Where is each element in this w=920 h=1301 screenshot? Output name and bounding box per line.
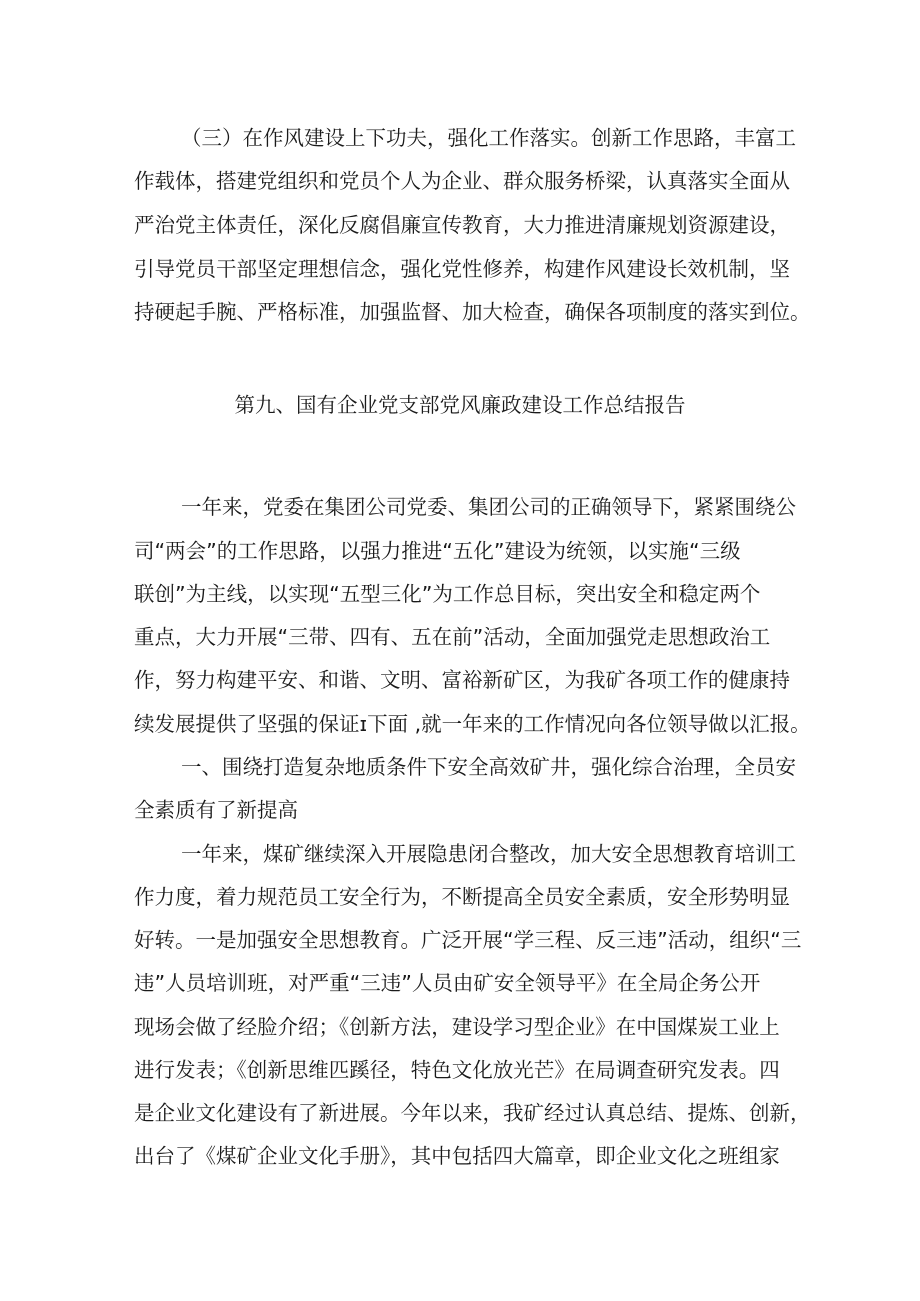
section-three-line-4: 引导党员干部坚定理想信念，强化党性修养，构建作风建设长效机制，坚 — [134, 257, 790, 281]
section-one-body-line-4: 违”人员培训班，对严重“三违”人员由矿安全领导平》在全局企务公开 — [134, 971, 761, 995]
section-three-line-5: 持硬起手腕、严格标准，加强监督、加大检查，确保各项制度的落实到位。 — [134, 300, 811, 324]
section-one-heading-line-1: 一、围绕打造复杂地质条件下安全高效矿井，强化综合治理，全员安 — [181, 755, 796, 779]
section-one-body-line-7: 是企业文化建设有了新进展。今年以来，我矿经过认真总结、提炼、创新， — [134, 1101, 811, 1125]
section-one-body-line-8: 出台了《煤矿企业文化手册》，其中包括四大篇章，即企业文化之班组家 — [134, 1144, 780, 1168]
section-one-body-line-3: 好转。一是加强安全思想教育。广泛开展“学三程、反三违”活动，组织“三 — [134, 928, 802, 952]
section-one-heading-line-2: 全素质有了新提高 — [134, 798, 298, 822]
section-three-line-1: （三）在作风建设上下功夫，强化工作落实。创新工作思路，丰富工 — [181, 126, 796, 150]
section-one-body-line-5: 现场会做了经脸介绍；《创新方法，建设学习型企业》在中国煤炭工业上 — [134, 1015, 780, 1039]
report-title: 第九、国有企业党支部党风廉政建设工作总结报告 — [234, 393, 686, 417]
intro-line-1: 一年来，党委在集团公司党委、集团公司的正确领导下，紧紧围绕公 — [181, 495, 796, 519]
section-three-line-3: 严治党主体责任，深化反腐倡廉宣传教育，大力推进清廉规划资源建设， — [134, 213, 790, 237]
section-three-line-2: 作载体，搭建党组织和党员个人为企业、群众服务桥梁，认真落实全面从 — [134, 169, 790, 193]
section-one-body-line-6: 进行发表；《创新思维匹蹊径，特色文化放光芒》在局调查研究发表。四 — [134, 1058, 780, 1082]
section-one-body-line-1: 一年来，煤矿继续深入开展隐患闭合整改，加大安全思想教育培训工 — [181, 842, 796, 866]
intro-line-5: 作，努力构建平安、和谐、文明、富裕新矿区，为我矿各项工作的健康持 — [134, 668, 790, 692]
intro-line-3: 联创”为主线，以实现“五型三化”为工作总目标，突出安全和稳定两个 — [134, 582, 761, 606]
intro-line-4: 重点，大力开展“三带、四有、五在前”活动，全面加强党走思想政治工 — [134, 625, 771, 649]
section-one-body-line-2: 作力度，着力规范员工安全行为，不断提高全员安全素质，安全形势明显 — [134, 885, 790, 909]
intro-line-6: 续发展提供了坚强的保证ɪ下面 ,就一年来的工作情况向各位领导做以汇报。 — [134, 712, 811, 736]
intro-line-2: 司“两会”的工作思路，以强力推进“五化”建设为统领，以实施“三级 — [134, 539, 741, 563]
